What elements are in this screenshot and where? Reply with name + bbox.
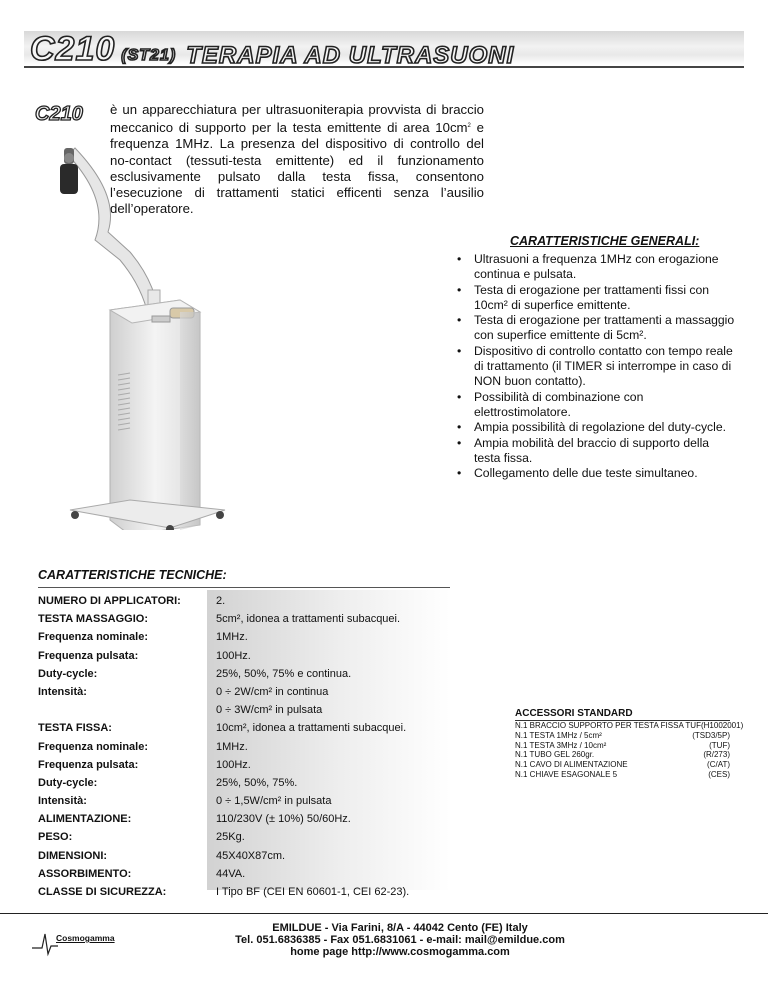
accessory-code: (R/273) <box>703 750 730 760</box>
technical-label: ALIMENTAZIONE: <box>38 813 132 826</box>
pulse-icon <box>32 928 58 958</box>
general-feature-item: • Collegamento delle due teste simultaneo. <box>457 466 737 481</box>
technical-row <box>38 668 450 686</box>
accessory-name: N.1 TESTA 1MHz / 5cm² <box>515 730 602 740</box>
technical-value: 44VA. <box>216 867 246 880</box>
general-features-list <box>457 252 737 481</box>
accessory-code: (C/AT) <box>707 760 730 770</box>
technical-row <box>38 686 450 704</box>
page-header <box>24 28 744 76</box>
accessory-item <box>515 760 730 770</box>
technical-table <box>38 595 450 904</box>
general-feature-item: • Testa di erogazione per trattamenti fissi con 10cm² di superfice emittente. <box>457 283 737 314</box>
technical-value: 10cm², idonea a trattamenti subacquei. <box>216 722 407 735</box>
technical-label: ASSORBIMENTO: <box>38 867 132 880</box>
technical-value: 25Kg. <box>216 831 245 844</box>
footer-homepage: home page http://www.cosmogamma.com <box>290 946 510 958</box>
intro-sup: 2 <box>467 123 471 130</box>
intro-model: C210 <box>35 103 83 125</box>
general-feature-item: • Ultrasuoni a frequenza 1MHz con erogazione continua e pulsata. <box>457 252 737 283</box>
technical-row <box>38 795 450 813</box>
technical-row <box>38 831 450 849</box>
general-feature-item: • Ampia mobilità del braccio di supporto della testa fissa. <box>457 436 737 467</box>
technical-label: TESTA MASSAGGIO: <box>38 613 148 626</box>
technical-value: 1MHz. <box>216 740 248 753</box>
header-title-line <box>30 30 514 70</box>
technical-label: Intensità: <box>38 685 87 698</box>
technical-value: 1MHz. <box>216 631 248 644</box>
technical-row <box>38 777 450 795</box>
technical-label: Frequenza pulsata: <box>38 758 139 771</box>
footer-phone-email: Tel. 051.6836385 - Fax 051.6831061 - e-mail: mail@emildue.com <box>235 934 565 946</box>
accessory-name: N.1 TESTA 3MHz / 10cm² <box>515 740 607 750</box>
technical-value: 45X40X87cm. <box>216 849 286 862</box>
technical-row <box>38 613 450 631</box>
technical-label: Frequenza nominale: <box>38 740 149 753</box>
technical-value: 100Hz. <box>216 758 251 771</box>
technical-title: CARATTERISTICHE TECNICHE: <box>38 568 227 582</box>
header-code: (ST21) <box>121 46 177 64</box>
accessory-code: (TUF) <box>709 740 730 750</box>
general-feature-item: • Dispositivo di controllo contatto con tempo reale di trattamento (il TIMER si interrompe in caso di NON buon contatto). <box>457 344 737 390</box>
technical-label: Intensità: <box>38 795 87 808</box>
device-illustration <box>50 140 240 530</box>
technical-label: Duty-cycle: <box>38 776 98 789</box>
technical-row <box>38 850 450 868</box>
general-feature-item: • Ampia possibilità di regolazione del duty-cycle. <box>457 420 737 435</box>
header-model: C210 <box>30 30 116 68</box>
technical-value: 25%, 50%, 75%. <box>216 776 298 789</box>
technical-label: Frequenza nominale: <box>38 631 149 644</box>
accessory-code: (H1002001) <box>700 721 744 730</box>
technical-row <box>38 631 450 649</box>
header-title: TERAPIA AD ULTRASUONI <box>186 41 515 69</box>
technical-label: Duty-cycle: <box>38 667 98 680</box>
accessory-name: N.1 BRACCIO SUPPORTO PER TESTA FISSA TUF <box>515 721 701 730</box>
general-feature-item: • Possibilità di combinazione con elettrostimolatore. <box>457 390 737 421</box>
technical-value: 0 ÷ 2W/cm² in continua <box>216 685 329 698</box>
technical-row <box>38 595 450 613</box>
footer-rule <box>0 913 768 914</box>
technical-value: 5cm², idonea a trattamenti subacquei. <box>216 613 401 626</box>
intro-text-b: e frequenza 1MHz. La presenza del dispositivo di controllo del no-contact (tessuti-testa emittente) ed il funzionamento esclusivamente pulsato dalla testa fissa, consentono l’esecuzione di trattamenti statici efficenti senza l’ausilio dell’operatore. <box>110 120 484 217</box>
accessory-code: (CES) <box>708 769 730 779</box>
technical-value: 110/230V (± 10%) 50/60Hz. <box>216 813 351 826</box>
footer-contact <box>150 922 650 958</box>
accessories-title: ACCESSORI STANDARD <box>515 708 730 721</box>
technical-row <box>38 759 450 777</box>
accessory-item <box>515 731 730 741</box>
accessory-name: N.1 TUBO GEL 260gr. <box>515 750 595 760</box>
technical-row <box>38 722 450 740</box>
accessory-code: (TSD3/5P) <box>692 730 730 740</box>
technical-value: 100Hz. <box>216 649 251 662</box>
technical-row <box>38 704 450 722</box>
technical-label: NUMERO DI APPLICATORI: <box>38 595 181 607</box>
technical-value: 0 ÷ 1,5W/cm² in pulsata <box>216 795 332 808</box>
technical-value: 0 ÷ 3W/cm² in pulsata <box>216 704 323 717</box>
technical-row <box>38 741 450 759</box>
technical-row <box>38 813 450 831</box>
accessory-item <box>515 750 730 760</box>
cosmogamma-logo <box>32 928 132 958</box>
technical-row <box>38 650 450 668</box>
technical-label: PESO: <box>38 831 73 844</box>
footer-address: EMILDUE - Via Farini, 8/A - 44042 Cento (FE) Italy <box>272 922 528 934</box>
accessory-item <box>515 741 730 751</box>
technical-label: TESTA FISSA: <box>38 722 112 735</box>
technical-label: CLASSE DI SICUREZZA: <box>38 886 167 898</box>
technical-label: Frequenza pulsata: <box>38 649 139 662</box>
accessory-name: N.1 CHIAVE ESAGONALE 5 <box>515 769 618 779</box>
accessories-box <box>515 708 744 780</box>
technical-row <box>38 886 450 904</box>
general-features-title: CARATTERISTICHE GENERALI: <box>510 234 700 248</box>
logo-text: Cosmogamma <box>56 933 115 943</box>
technical-rule <box>38 587 450 588</box>
accessory-name: N.1 CAVO DI ALIMENTAZIONE <box>515 760 628 770</box>
general-feature-item: • Testa di erogazione per trattamenti a massaggio con superfice emittente di 5cm². <box>457 313 737 344</box>
technical-row <box>38 868 450 886</box>
accessory-item <box>515 721 744 731</box>
technical-value: I Tipo BF (CEI EN 60601-1, CEI 62-23). <box>216 886 410 898</box>
accessory-item <box>515 770 730 780</box>
technical-value: 2. <box>216 595 226 607</box>
technical-label: DIMENSIONI: <box>38 849 108 862</box>
technical-value: 25%, 50%, 75% e continua. <box>216 667 352 680</box>
intro-text-a: è un apparecchiatura per ultrasuoniterapia provvista di braccio meccanico di supporto per la testa emittente di area 10cm <box>110 102 484 136</box>
